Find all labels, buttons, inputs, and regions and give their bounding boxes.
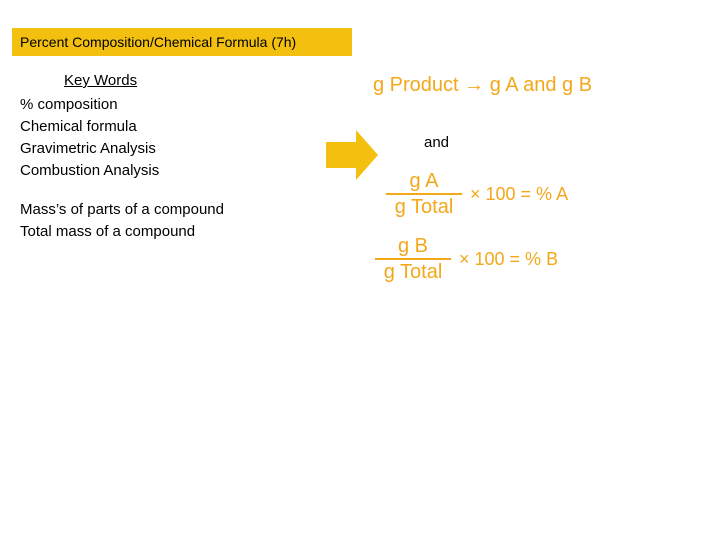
slide-title [12, 28, 352, 56]
fraction-b [375, 235, 451, 283]
mass-note-item: Mass’s of parts of a compound [20, 201, 224, 218]
fraction-b-bar [375, 258, 451, 260]
product-equation: g Product → g A and g B [373, 74, 593, 96]
percent-a-formula [386, 170, 568, 218]
key-word-item: % composition [20, 96, 118, 113]
fraction-a-bar [386, 193, 462, 195]
fraction-a-denominator: g Total [394, 196, 454, 218]
fraction-a [386, 170, 462, 218]
and-label: and [424, 134, 450, 151]
key-word-item: Gravimetric Analysis [20, 140, 156, 157]
mass-note-item: Total mass of a compound [20, 223, 196, 240]
fraction-b-denominator: g Total [383, 261, 443, 283]
right-arrow-icon [326, 130, 378, 180]
key-word-item: Combustion Analysis [20, 162, 160, 179]
fraction-a-numerator: g A [409, 170, 439, 192]
fraction-b-result: × 100 = % B [459, 248, 559, 269]
key-words-list [20, 94, 159, 182]
key-word-item: Chemical formula [20, 118, 137, 135]
mass-notes-list [20, 199, 224, 243]
key-words-heading: Key Words [64, 72, 138, 89]
fraction-b-numerator: g B [397, 235, 429, 257]
percent-b-formula [375, 235, 558, 283]
slide-title-text: Percent Composition/Chemical Formula (7h) [20, 34, 297, 50]
fraction-a-result: × 100 = % A [470, 183, 569, 204]
